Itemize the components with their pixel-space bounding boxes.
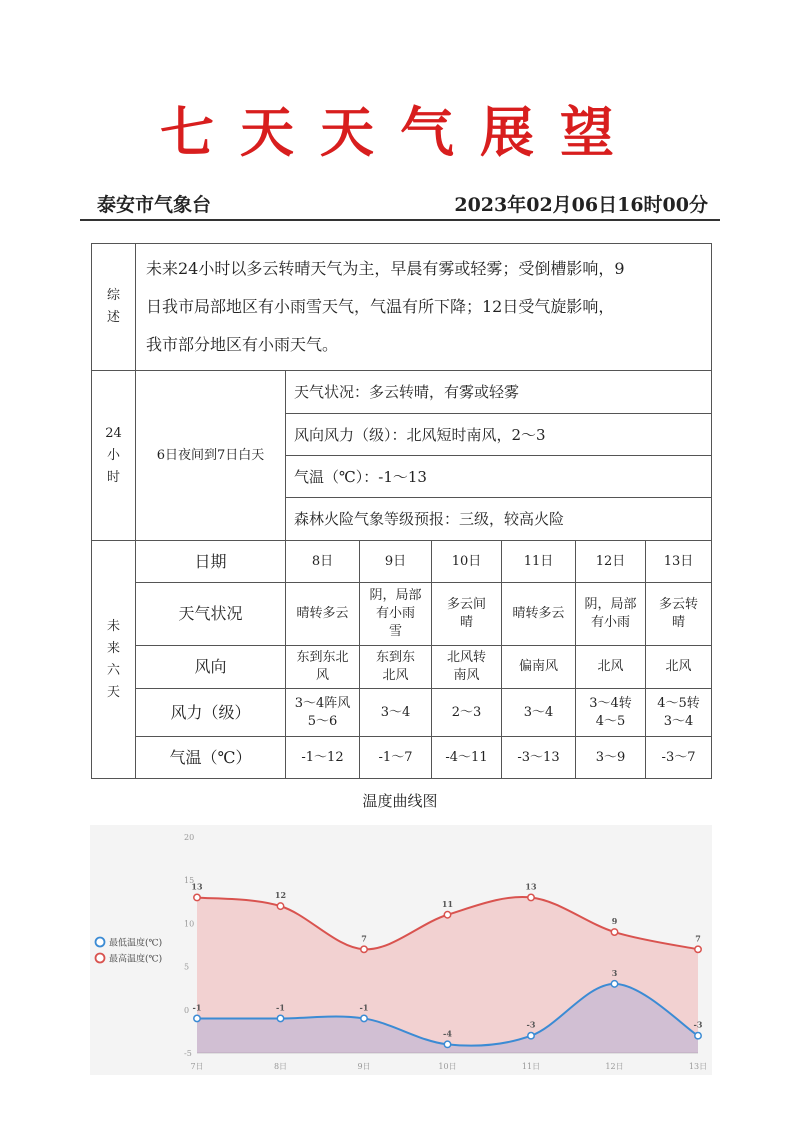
data-label: -1 <box>192 1002 202 1013</box>
wind-force-cell <box>576 689 646 737</box>
y-tick-label: 10 <box>184 919 195 929</box>
six-days-label-char: 来 <box>106 640 120 656</box>
data-point <box>361 946 367 952</box>
y-tick-label: 20 <box>184 833 195 842</box>
summary-label-char: 综 <box>106 288 120 303</box>
chart-title: 温度曲线图 <box>362 792 438 810</box>
x-tick-label: 12日 <box>605 1062 624 1071</box>
temp-cell: 3～9 <box>576 737 646 779</box>
weather-cell <box>576 583 646 646</box>
data-point <box>277 1015 283 1021</box>
weather-line: 雪 <box>388 624 402 639</box>
weather-line: 有小雨 <box>590 615 630 630</box>
hours24-label-char: 24 <box>105 425 122 441</box>
summary-line: 未来24小时以多云转晴天气为主，早晨有雾或轻雾；受倒槽影响，9 <box>146 259 625 278</box>
weather-line: 多云间 <box>446 597 486 612</box>
weather-line: 阴，局部 <box>369 588 422 603</box>
wind-force-line: 3～4 <box>523 704 554 720</box>
six-days-temp-row <box>92 737 712 779</box>
header-rule <box>80 219 720 221</box>
wind-dir-line: 东到东 <box>375 650 415 665</box>
wind-dir-line: 东到东北 <box>296 650 349 665</box>
wind-dir-line: 风 <box>315 668 329 683</box>
wind-force-cell <box>286 689 360 737</box>
hours24-wind: 风向风力（级）：北风短时南风，2～3 <box>286 414 712 456</box>
x-tick-label: 8日 <box>273 1062 288 1071</box>
wind-force-cell <box>502 689 576 737</box>
row-label-wind-dir: 风向 <box>136 646 286 689</box>
wind-force-line: 3～4 <box>380 704 411 720</box>
hours24-label <box>92 371 136 541</box>
hours24-weather: 天气状况：多云转晴，有雾或轻雾 <box>286 371 712 414</box>
data-label: 11 <box>441 898 454 909</box>
wind-force-cell <box>360 689 432 737</box>
data-label: 13 <box>191 881 203 892</box>
x-tick-label: 13日 <box>688 1062 708 1071</box>
y-tick-label: 0 <box>184 1005 190 1015</box>
six-days-label-char: 未 <box>106 618 120 634</box>
data-point <box>194 1015 200 1021</box>
x-tick-label: 11日 <box>521 1062 541 1071</box>
data-point <box>695 946 701 952</box>
row-label-wind-force: 风力（级） <box>136 689 286 737</box>
six-days-wind-dir-row <box>92 646 712 689</box>
row-label-date: 日期 <box>136 541 286 583</box>
forecast-table <box>91 243 712 779</box>
issue-time: 2023年02月06日16时00分 <box>454 194 708 216</box>
data-label: 7 <box>361 933 367 944</box>
wind-force-line: 3～4阵风 <box>294 695 351 711</box>
wind-dir-line: 北风 <box>597 659 624 674</box>
summary-text <box>136 244 712 371</box>
wind-dir-line: 北风 <box>382 668 409 683</box>
hours24-fire-risk: 森林火险气象等级预报：三级，较高火险 <box>286 498 712 541</box>
data-point <box>611 981 617 987</box>
weather-cell <box>432 583 502 646</box>
six-days-date-row <box>92 541 712 583</box>
weather-cell <box>286 583 360 646</box>
data-point <box>528 1033 534 1039</box>
legend-marker <box>96 954 105 963</box>
weather-cell <box>646 583 712 646</box>
hours24-temp: 气温（℃）：-1～13 <box>286 456 712 498</box>
data-point <box>194 894 200 900</box>
row-label-temp: 气温（℃） <box>136 737 286 779</box>
data-label: 12 <box>274 890 287 901</box>
data-point <box>528 894 534 900</box>
weather-line: 晴 <box>459 615 473 630</box>
hours24-row-1 <box>92 371 712 414</box>
wind-force-line: 5～6 <box>307 713 338 729</box>
temperature-chart <box>90 825 712 1075</box>
data-label: -3 <box>693 1019 703 1030</box>
weather-line: 多云转 <box>659 597 699 612</box>
data-point <box>611 929 617 935</box>
temp-cell: -1～12 <box>286 737 360 779</box>
temp-cell: -1～7 <box>360 737 432 779</box>
x-tick-label: 7日 <box>190 1062 204 1071</box>
date-cell: 10日 <box>432 541 502 583</box>
date-cell: 9日 <box>360 541 432 583</box>
issuer-name: 泰安市气象台 <box>97 194 212 216</box>
row-label-weather: 天气状况 <box>136 583 286 646</box>
wind-dir-line: 北风转 <box>446 650 486 665</box>
six-days-weather-row <box>92 583 712 646</box>
wind-force-line: 2～3 <box>451 704 482 720</box>
y-tick-label: 15 <box>184 876 195 886</box>
summary-row <box>92 244 712 371</box>
wind-force-cell <box>432 689 502 737</box>
summary-label <box>92 244 136 371</box>
data-label: 9 <box>611 916 618 927</box>
wind-dir-line: 北风 <box>665 659 692 674</box>
date-cell: 13日 <box>646 541 712 583</box>
wind-dir-cell <box>646 646 712 689</box>
wind-force-line: 4～5转 <box>657 695 700 711</box>
y-tick-label: -5 <box>184 1049 192 1058</box>
data-label: -1 <box>359 1002 369 1013</box>
hours24-period: 6日夜间到7日白天 <box>136 371 286 541</box>
data-label: -3 <box>526 1019 536 1030</box>
y-tick-label: 5 <box>184 962 190 972</box>
wind-dir-cell <box>432 646 502 689</box>
wind-force-line: 4～5 <box>595 713 626 729</box>
weather-cell <box>502 583 576 646</box>
hours24-label-char: 小 <box>106 447 120 463</box>
data-point <box>277 903 283 909</box>
wind-dir-cell <box>502 646 576 689</box>
wind-force-line: 3～4 <box>663 713 694 729</box>
six-days-label-char: 天 <box>106 684 120 700</box>
weather-line: 晴转多云 <box>512 606 565 621</box>
page-title: 七天天气展望 <box>160 100 640 164</box>
six-days-wind-force-row <box>92 689 712 737</box>
data-label: 3 <box>611 967 618 978</box>
temp-cell: -3～13 <box>502 737 576 779</box>
date-cell: 11日 <box>502 541 576 583</box>
weather-line: 阴，局部 <box>584 597 637 612</box>
weather-line: 晴转多云 <box>296 606 349 621</box>
wind-force-line: 3～4转 <box>589 695 632 711</box>
wind-dir-cell <box>576 646 646 689</box>
weather-line: 晴 <box>672 615 686 630</box>
date-cell: 12日 <box>576 541 646 583</box>
wind-force-cell <box>646 689 712 737</box>
legend-label: 最低温度(℃) <box>109 938 163 949</box>
data-point <box>695 1033 701 1039</box>
legend-label: 最高温度(℃) <box>109 954 163 965</box>
six-days-label-char: 六 <box>106 662 120 678</box>
date-cell: 8日 <box>286 541 360 583</box>
data-point <box>444 912 450 918</box>
summary-line: 我市部分地区有小雨天气。 <box>146 335 339 354</box>
temp-cell: -3～7 <box>646 737 712 779</box>
x-tick-label: 9日 <box>357 1062 371 1071</box>
data-label: 13 <box>525 881 537 892</box>
wind-dir-line: 南风 <box>453 668 480 683</box>
summary-label-char: 述 <box>106 310 120 325</box>
wind-dir-cell <box>286 646 360 689</box>
six-days-label <box>92 541 136 779</box>
data-label: 7 <box>695 933 701 944</box>
data-point <box>361 1015 367 1021</box>
weather-line: 有小雨 <box>375 606 415 621</box>
wind-dir-cell <box>360 646 432 689</box>
hours24-label-char: 时 <box>106 469 120 485</box>
weather-cell <box>360 583 432 646</box>
wind-dir-line: 偏南风 <box>518 659 558 674</box>
x-tick-label: 10日 <box>438 1062 457 1071</box>
data-label: -1 <box>276 1002 285 1013</box>
data-label: -4 <box>443 1028 452 1039</box>
temp-cell: -4～11 <box>432 737 502 779</box>
legend-marker <box>96 938 105 947</box>
data-point <box>444 1041 450 1047</box>
summary-line: 日我市局部地区有小雨雪天气，气温有所下降；12日受气旋影响， <box>146 297 615 316</box>
